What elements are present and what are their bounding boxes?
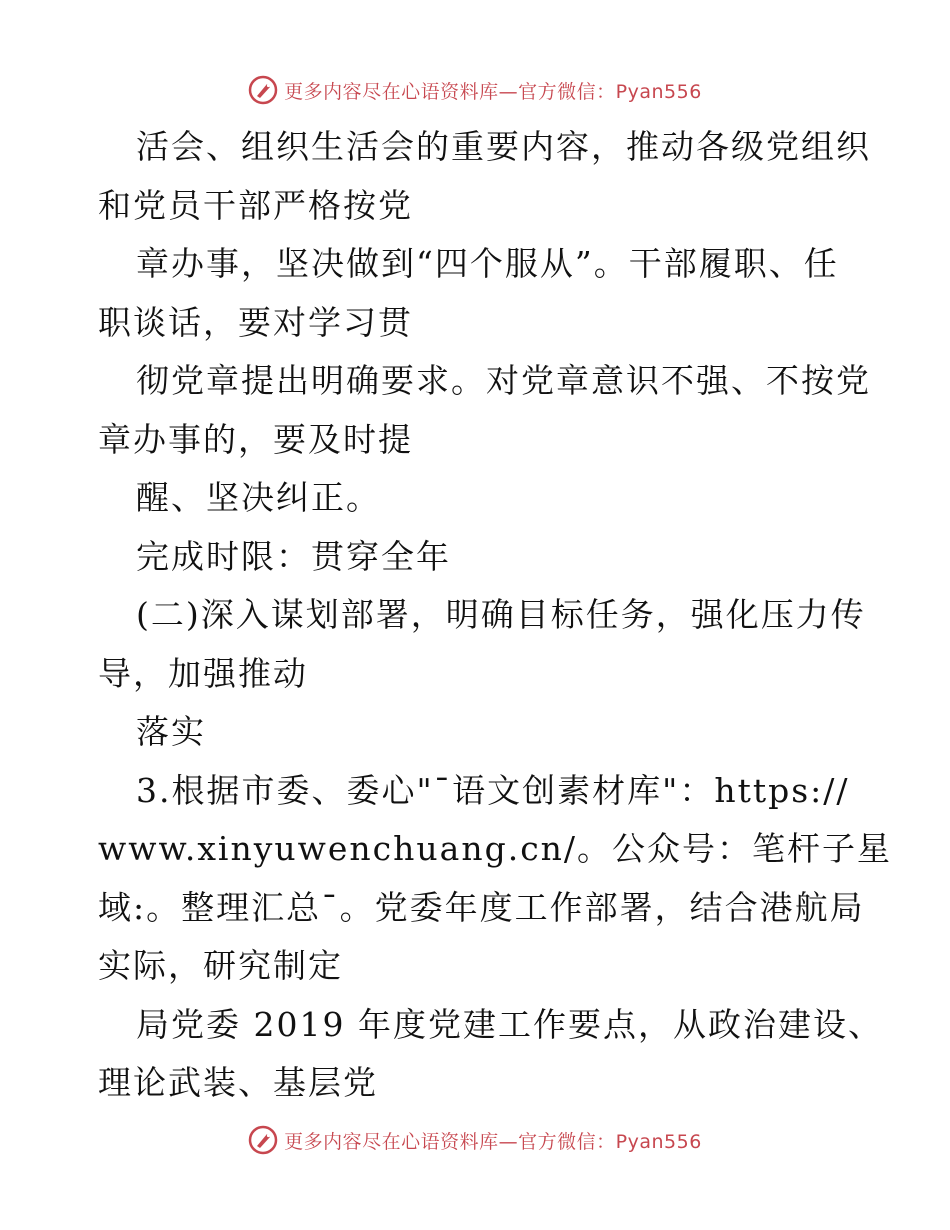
footer-watermark-text: 更多内容尽在心语资料库—官方微信：Pyan556	[284, 1130, 702, 1153]
text-line: 和党员干部严格按党	[98, 185, 413, 225]
document-body	[98, 118, 893, 1113]
text-line: 醒、坚决纠正。	[136, 478, 381, 517]
header-watermark	[0, 70, 950, 110]
text-line: 3.根据市委、委心"¯语文创素材库"：https://	[136, 770, 850, 810]
text-line: 落实	[136, 712, 206, 751]
text-line: 实际，研究制定	[98, 946, 343, 985]
text-line: 导，加强推动	[98, 653, 308, 693]
text-line: 彻党章提出明确要求。对党章意识不强、不按党	[136, 361, 871, 400]
text-line: 章办事，坚决做到“四个服从”。干部履职、任	[136, 244, 839, 283]
text-line: 域:。整理汇总¯。党委年度工作部署，结合港航局	[98, 887, 865, 927]
text-line: 职谈话，要对学习贯	[98, 302, 413, 342]
text-line: 局党委 2019 年度党建工作要点，从政治建设、	[136, 1004, 883, 1044]
pen-nib-logo-icon	[248, 1125, 278, 1155]
text-line: 完成时限：贯穿全年	[136, 536, 451, 576]
header-watermark-text: 更多内容尽在心语资料库—官方微信：Pyan556	[284, 80, 702, 103]
text-line: 理论武装、基层党	[98, 1063, 378, 1102]
text-line: 活会、组织生活会的重要内容，推动各级党组织	[136, 127, 871, 166]
footer-watermark	[0, 1120, 950, 1160]
text-line: 章办事的，要及时提	[98, 419, 413, 459]
pen-nib-logo-icon	[248, 75, 278, 105]
text-line: (二)深入谋划部署，明确目标任务，强化压力传	[136, 595, 866, 634]
text-line: www.xinyuwenchuang.cn/。公众号：笔杆子星	[98, 829, 893, 868]
